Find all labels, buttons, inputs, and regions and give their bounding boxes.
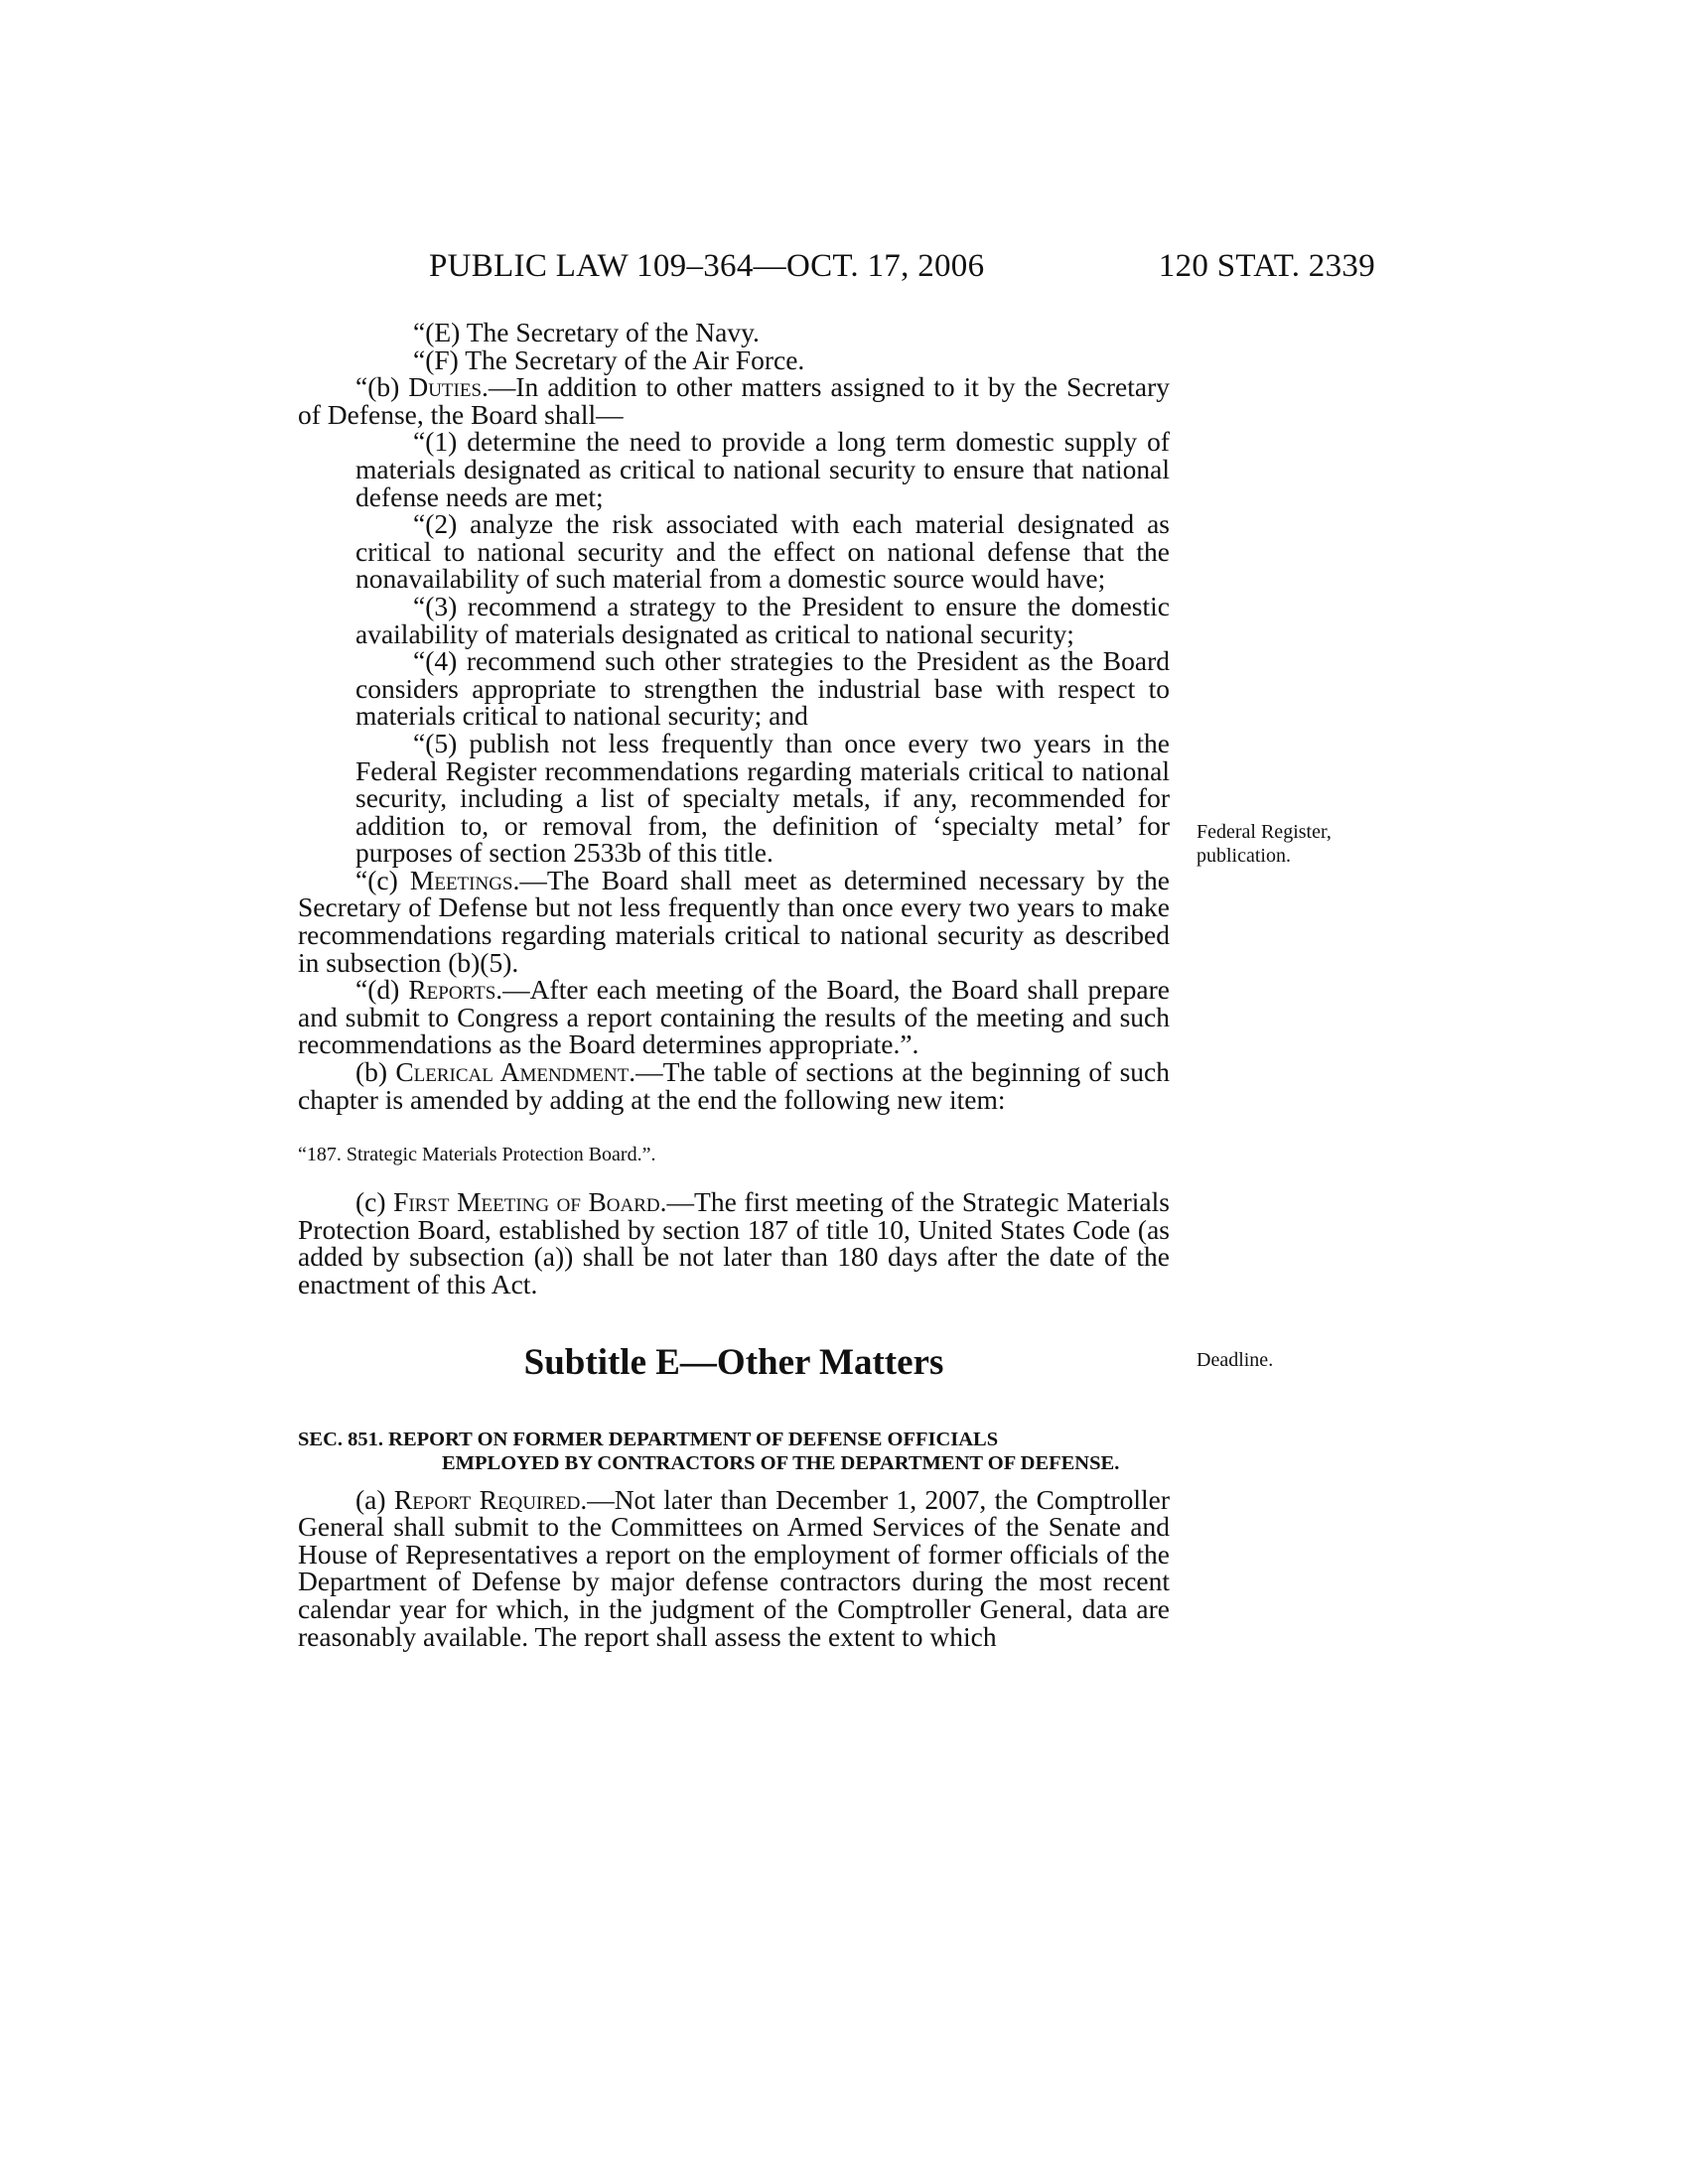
first-meeting-text: .—The first meeting of the Strategic Materials Protection Board, established by section 187 of title 10, United States Code (as added by subsection (a)) shall be not later than 180 days after the date of the enactment of this Act. <box>298 1186 1170 1299</box>
paragraph-b-duties <box>298 373 1170 428</box>
body-text <box>298 319 1170 1650</box>
section-heading <box>298 1428 1170 1476</box>
paragraph-b4: “(4) recommend such other strategies to the President as the Board considers appropriate to strengthen the industrial base with respect to materials critical to national security; and <box>355 645 1170 732</box>
subtitle-heading: Subtitle E—Other Matters <box>523 1341 944 1383</box>
table-of-sections-item: “187. Strategic Materials Protection Board.”. <box>298 1144 656 1166</box>
paragraph-b1: “(1) determine the need to provide a long term domestic supply of materials designated as critical to national security to ensure that national defense needs are met; <box>355 426 1170 512</box>
duties-heading: Duties <box>408 371 483 403</box>
paragraph-e: “(E) The Secretary of the Navy. <box>413 317 760 347</box>
section-title-line1: REPORT ON FORMER DEPARTMENT OF DEFENSE OFFICIALS <box>388 1428 999 1450</box>
header-stat-page: 120 STAT. 2339 <box>1158 248 1375 284</box>
header-public-law: PUBLIC LAW 109–364—OCT. 17, 2006 <box>429 248 985 284</box>
meetings-heading: Meetings <box>409 864 513 895</box>
meetings-text: .—The Board shall meet as determined necessary by the Secretary of Defense but not less frequently than once every two years to make recommendations regarding materials critical to national security as described in subsection (b)(5). <box>298 864 1170 978</box>
duties-text: .—In addition to other matters assigned to it by the Secretary of Defense, the Board shall— <box>298 371 1170 430</box>
section-number: SEC. 851. <box>298 1428 384 1450</box>
paragraph-c-meetings <box>298 864 1170 978</box>
clerical-heading: Clerical Amendment <box>395 1056 630 1088</box>
paragraph-f: “(F) The Secretary of the Air Force. <box>413 343 805 375</box>
paragraph-report-required <box>298 1483 1171 1652</box>
margin-note-deadline: Deadline. <box>1196 1349 1274 1371</box>
reports-text: .—After each meeting of the Board, the Board shall prepare and submit to Congress a report containing the results of the meeting and such recommendations as the Board determines appropriate.”. <box>298 974 1170 1060</box>
first-meeting-label: (c) <box>355 1186 394 1218</box>
clerical-label: (b) <box>355 1056 396 1088</box>
first-meeting-heading: First Meeting of Board <box>393 1186 660 1218</box>
paragraph-clerical-amendment <box>298 1058 1170 1113</box>
paragraph-b3: “(3) recommend a strategy to the President to ensure the domestic availability of materials designated as critical to national security; <box>355 590 1170 649</box>
report-required-label: (a) <box>355 1483 394 1515</box>
paragraph-b5: “(5) publish not less frequently than once every two years in the Federal Register recommendations regarding materials critical to national security, including a list of specialty metals, if any, recommended for addition to, or removal from, the definition of ‘specialty metal’ for purposes of section 2533b of this title. <box>355 727 1170 869</box>
paragraph-b2: “(2) analyze the risk associated with each material designated as critical to national security and the effect on national defense that the nonavailability of such material from a domestic source would have; <box>355 508 1170 595</box>
reports-heading: Reports <box>408 974 496 1006</box>
report-required-text: .—Not later than December 1, 2007, the Comptroller General shall submit to the Committees on Armed Services of the Senate and House of Representatives a report on the employment of former officials of the Department of Defense by major defense contractors during the most recent calendar year for which, in the judgment of the Comptroller General, data are reasonably available. The report shall assess the extent to which <box>298 1483 1171 1652</box>
report-required-heading: Report Required <box>393 1483 581 1515</box>
paragraph-first-meeting <box>298 1188 1170 1297</box>
reports-label: “(d) <box>355 974 409 1006</box>
running-header <box>298 248 1375 288</box>
clerical-text: .—The table of sections at the beginning of such chapter is amended by adding at the end the following new item: <box>298 1056 1170 1115</box>
duties-label: “(b) <box>355 371 409 403</box>
meetings-label: “(c) <box>355 864 410 895</box>
paragraph-d-reports <box>298 976 1170 1058</box>
section-title-rest: EMPLOYED BY CONTRACTORS OF THE DEPARTMENT OF DEFENSE. <box>442 1452 1120 1475</box>
margin-note-federal-register: Federal Register, publication. <box>1196 821 1332 867</box>
